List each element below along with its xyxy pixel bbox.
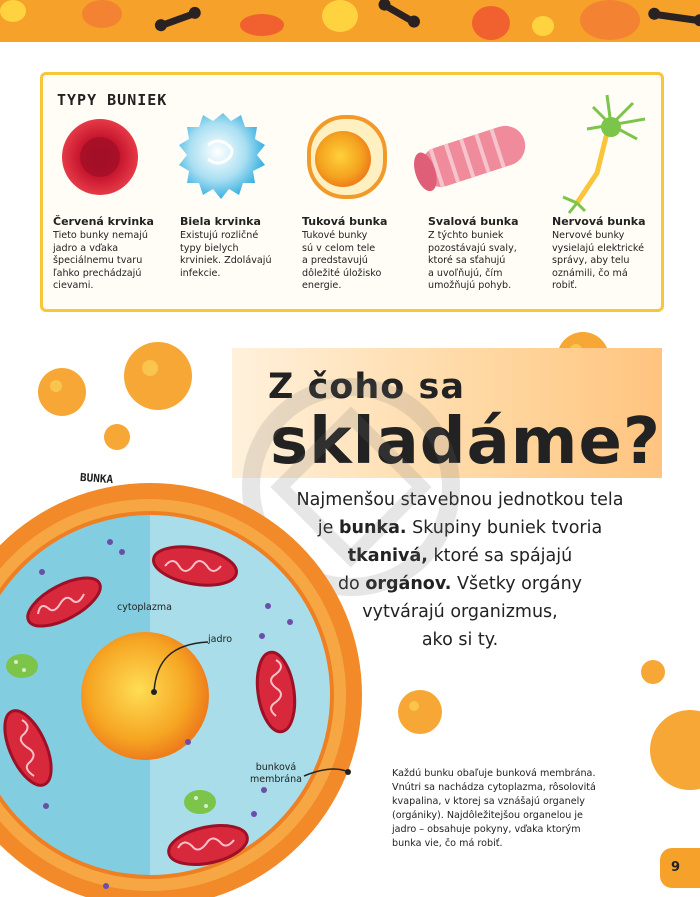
cell-type-desc: Nervové bunky vysielajú elektrické správy, aby telu oznámili, čo má robiť. xyxy=(552,230,645,291)
bone-icon xyxy=(158,9,198,29)
cell-type-desc: Tieto bunky nemajú jadro a vďaka špeciálnemu tvaru ľahko prechádzajú cievami. xyxy=(53,230,148,291)
cell-type-name: Nervová bunka xyxy=(552,215,646,228)
top-decoration-band xyxy=(0,0,700,42)
page-title-line2: skladáme? xyxy=(270,405,661,479)
cell-diagram xyxy=(0,480,380,897)
fat-cell-icon xyxy=(309,117,385,197)
bone-icon xyxy=(652,11,700,25)
muscle-cell-icon xyxy=(410,121,531,194)
decor-blob xyxy=(580,0,640,40)
decor-blob xyxy=(322,0,358,32)
nerve-cell-icon xyxy=(563,95,645,213)
cell-type-name: Svalová bunka xyxy=(428,215,519,228)
cell-type-white-blood-cell xyxy=(180,215,295,280)
cell-type-muscle-cell xyxy=(428,215,543,293)
bone-icon xyxy=(381,1,417,26)
cell-type-desc: Z týchto buniek pozostávajú svaly, ktoré sa sťahujú a uvoľňujú, čím umožňujú pohyb. xyxy=(428,230,517,291)
page-number: 9 xyxy=(671,860,681,875)
cell-types-box xyxy=(40,72,664,312)
diagram-label: BUNKA xyxy=(79,470,114,487)
cell-type-name: Tuková bunka xyxy=(302,215,388,228)
cell-types-title: TYPY BUNIEK xyxy=(57,91,168,109)
cell-type-name: Biela krvinka xyxy=(180,215,261,228)
white-blood-cell-icon xyxy=(179,113,265,199)
cell-type-desc: Existujú rozličné typy bielych krviniek. Zdolávajú infekcie. xyxy=(180,230,272,279)
cell-type-red-blood-cell xyxy=(53,215,168,293)
cell-type-desc: Tukové bunky sú v celom tele a predstavujú dôležité úložisko energie. xyxy=(302,230,382,291)
cell-note: Každú bunku obaľuje bunková membrána. Vnútri sa nachádza cytoplazma, rôsolovitá kvapalina, v ktorej sa vznášajú organely (orgániky). Najdôležitejšou organelou je jadro – obsahuje pokyny, vďaka ktorým bunka vie, čo má robiť. xyxy=(392,768,596,849)
decor-blob xyxy=(240,14,284,36)
cell-type-name: Červená krvinka xyxy=(53,215,154,228)
label-cytoplasm: cytoplazma xyxy=(117,602,172,613)
label-nucleus: jadro xyxy=(208,634,233,645)
red-blood-cell-icon xyxy=(62,119,138,195)
decor-blob xyxy=(532,16,554,36)
decor-blob xyxy=(0,0,26,22)
intro-text: Najmenšou stavebnou jednotkou tela je bunka. Skupiny buniek tvoria tkanivá, ktoré sa spájajú do orgánov. Všetky orgány vytvárajú organizmus, ako si ty. xyxy=(296,490,624,650)
page-title-line1: Z čoho sa xyxy=(268,367,465,407)
decor-blob xyxy=(472,6,510,40)
page-number-tab xyxy=(660,848,700,888)
cell-type-nerve-cell xyxy=(552,215,660,293)
label-membrane: bunková membrána xyxy=(250,762,302,785)
cell-types-illustrations xyxy=(43,75,661,215)
cell-type-fat-cell xyxy=(302,215,417,293)
decor-blob xyxy=(82,0,122,28)
